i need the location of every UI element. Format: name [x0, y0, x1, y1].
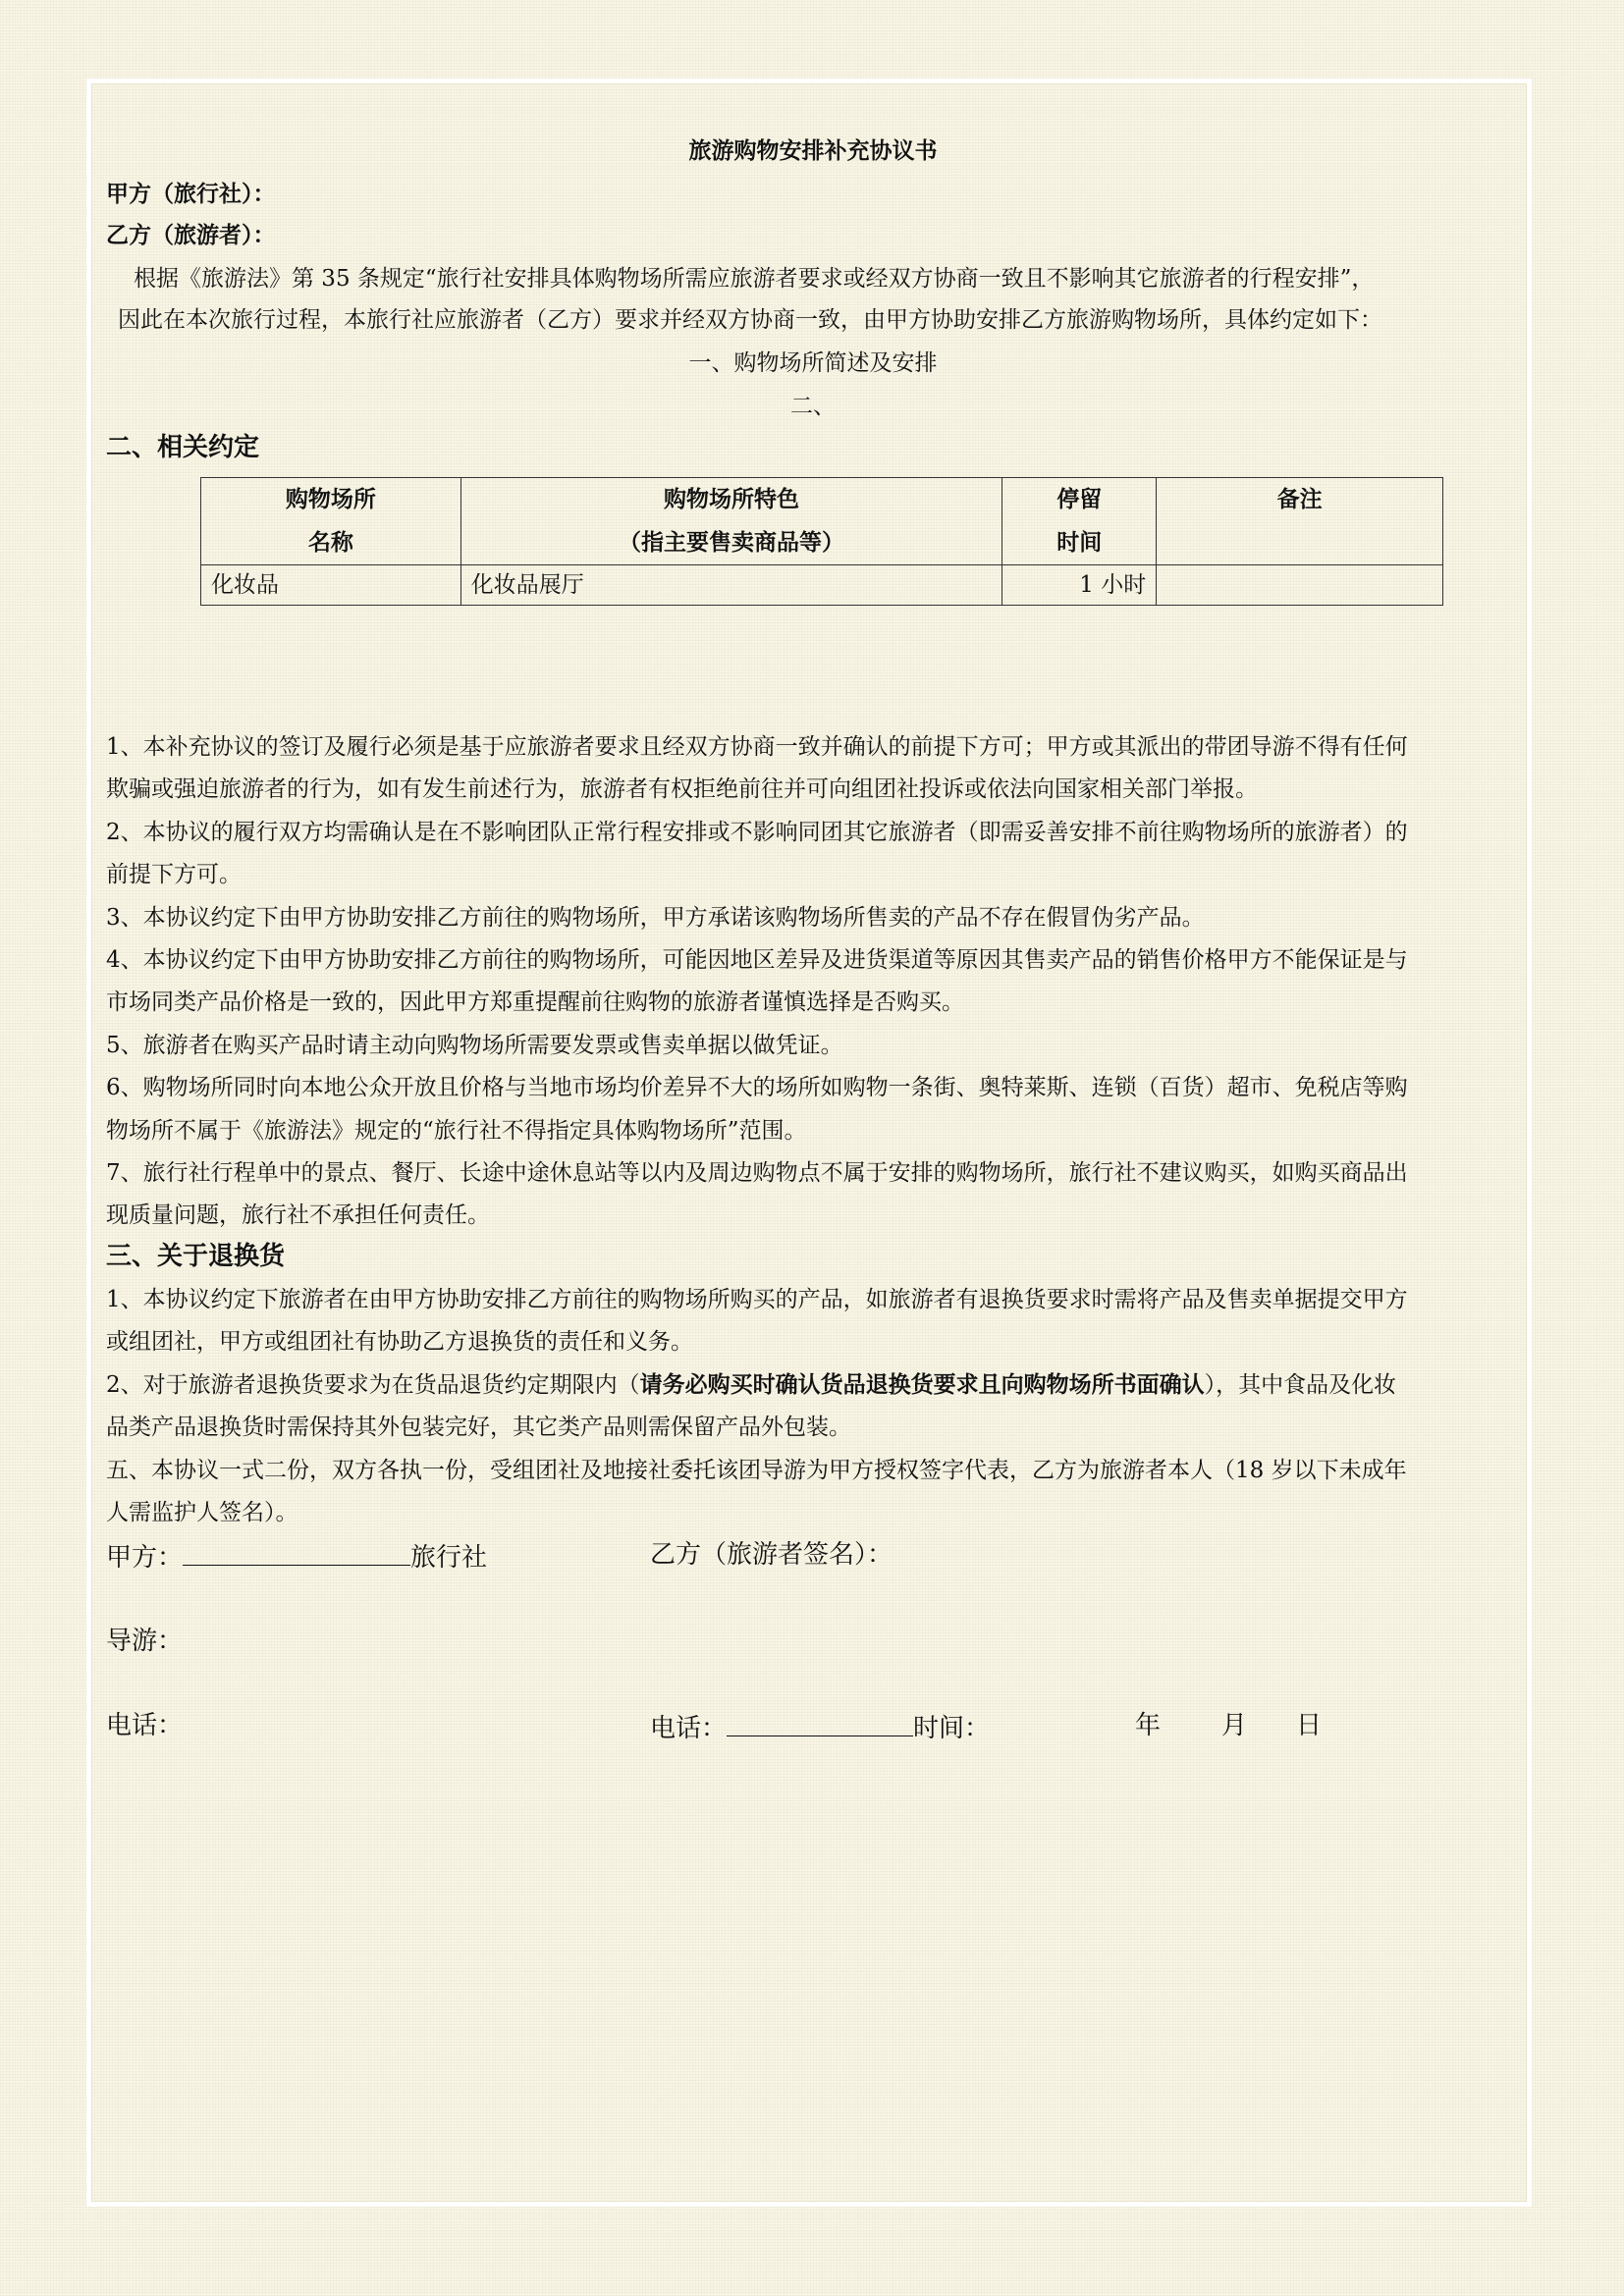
clause-line: 2、本协议的履行双方均需确认是在不影响团队正常行程安排或不影响同团其它旅游者（即需妥善安排不前往购物场所的旅游者）的	[106, 820, 1408, 845]
signature-party-b: 乙方（旅游者签名）：	[650, 1540, 893, 1570]
header-stay-time: 停留 时间	[1002, 478, 1157, 565]
cell-place-feature: 化妆品展厅	[460, 565, 1002, 606]
shopping-table	[200, 477, 1443, 606]
returns-line-4: 品类产品退换货时需保持其外包装完好，其它类产品则需保留产品外包装。	[106, 1415, 851, 1440]
header-remarks: 备注	[1157, 478, 1443, 565]
phone-line-b[interactable]	[727, 1710, 913, 1736]
returns-emphasis: 请务必购买时确认货品退换货要求且向购物场所书面确认	[639, 1371, 1205, 1398]
phone-a-label: 电话：	[106, 1711, 184, 1740]
clause-line: 7、旅行社行程单中的景点、餐厅、长途中途休息站等以内及周边购物点不属于安排的购物场所，旅行社不建议购买，如购买商品出	[106, 1160, 1408, 1186]
section-2-stub: 二、	[790, 394, 836, 419]
signature-line-a[interactable]	[183, 1539, 410, 1566]
section-3-title: 三、关于退换货	[106, 1242, 286, 1271]
clause-line: 6、购物场所同时向本地公众开放且价格与当地市场均价差异不大的场所如购物一条街、奥特莱斯、连锁（百货）超市、免税店等购	[106, 1075, 1408, 1100]
clause-line: 市场同类产品价格是一致的，因此甲方郑重提醒前往购物的旅游者谨慎选择是否购买。	[106, 989, 964, 1015]
header-place-name: 购物场所 名称	[201, 478, 461, 565]
header-place-feature: 购物场所特色 （指主要售卖商品等）	[460, 478, 1002, 565]
signature-party-a: 甲方： 旅行社	[106, 1539, 487, 1574]
returns-line-2: 或组团社，甲方或组团社有协助乙方退换货的责任和义务。	[106, 1329, 693, 1355]
table-row	[201, 565, 1443, 606]
date-day: 日	[1296, 1711, 1323, 1740]
cell-place-name: 化妆品	[201, 565, 461, 606]
party-a-heading: 甲方（旅行社）：	[106, 181, 276, 207]
section-1-title: 一、购物场所简述及安排	[688, 350, 938, 376]
returns-line-1: 1、本协议约定下旅游者在由甲方协助安排乙方前往的购物场所购买的产品，如旅游者有退换货要求时需将产品及售卖单据提交甲方	[106, 1287, 1408, 1312]
phone-b-row: 电话： 时间：	[650, 1710, 990, 1744]
section-2-title: 二、相关约定	[106, 433, 260, 462]
date-year: 年	[1135, 1711, 1162, 1740]
clause-line: 3、本协议约定下由甲方协助安排乙方前往的购物场所，甲方承诺该购物场所售卖的产品不存在假冒伪劣产品。	[106, 905, 1205, 931]
intro-line-1: 根据《旅游法》第 35 条规定“旅行社安排具体购物场所需应旅游者要求或经双方协商一致且不影响其它旅游者的行程安排”，	[134, 266, 1375, 292]
party-b-heading: 乙方（旅游者）：	[106, 222, 276, 248]
clause-line: 物场所不属于《旅游法》规定的“旅行社不得指定具体购物场所”范围。	[106, 1118, 807, 1144]
clause-line: 4、本协议约定下由甲方协助安排乙方前往的购物场所，可能因地区差异及进货渠道等原因其售卖产品的销售价格甲方不能保证是与	[106, 947, 1408, 973]
guide-label: 导游：	[106, 1627, 184, 1656]
copies-line-1: 五、本协议一式二份，双方各执一份，受组团社及地接社委托该团导游为甲方授权签字代表，乙方为旅游者本人（18 岁以下未成年	[106, 1458, 1407, 1483]
document-title: 旅游购物安排补充协议书	[688, 137, 938, 164]
clause-line: 1、本补充协议的签订及履行必须是基于应旅游者要求且经双方协商一致并确认的前提下方可；甲方或其派出的带团导游不得有任何	[106, 734, 1408, 760]
clause-line: 现质量问题，旅行社不承担任何责任。	[106, 1202, 490, 1228]
returns-line-3: 2、对于旅游者退换货要求为在货品退货约定期限内（请务必购买时确认货品退换货要求且向购物场所书面确认），其中食品及化妆	[106, 1371, 1397, 1398]
intro-line-2: 因此在本次旅行过程，本旅行社应旅游者（乙方）要求并经双方协商一致，由甲方协助安排乙方旅游购物场所，具体约定如下：	[118, 307, 1382, 333]
date-month: 月	[1221, 1711, 1248, 1740]
clause-line: 前提下方可。	[106, 862, 242, 887]
clause-line: 5、旅游者在购买产品时请主动向购物场所需要发票或售卖单据以做凭证。	[106, 1033, 843, 1058]
copies-line-2: 人需监护人签名）。	[106, 1500, 298, 1525]
table-header-row	[201, 478, 1443, 565]
cell-stay-time: 1 小时	[1002, 565, 1157, 606]
clause-line: 欺骗或强迫旅游者的行为，如有发生前述行为，旅游者有权拒绝前往并可向组团社投诉或依法向国家相关部门举报。	[106, 776, 1258, 802]
cell-remarks	[1157, 565, 1443, 606]
